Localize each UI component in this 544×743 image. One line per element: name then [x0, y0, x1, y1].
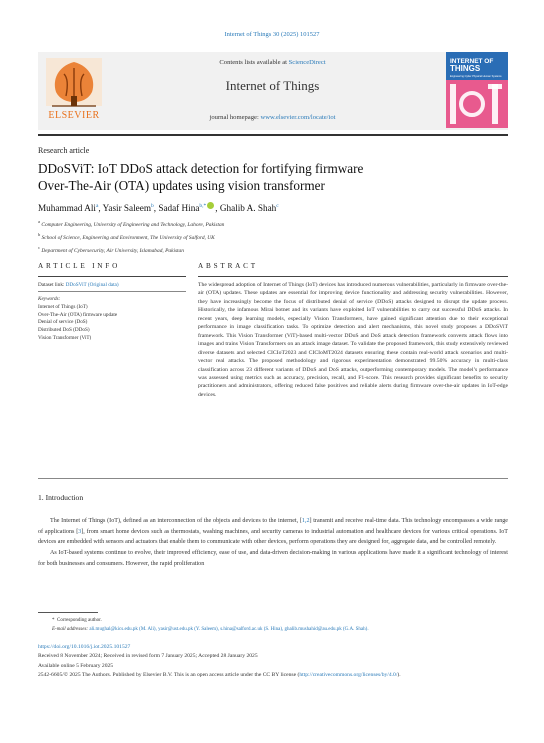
corresponding-author-note: * Corresponding author.: [52, 618, 102, 623]
affiliation-item: $^a$ Computer Engineering, University of Engineering and Technology, Lahore, Pakistan: [38, 219, 225, 228]
author-sup[interactable]: a: [95, 202, 99, 209]
journal-name: Internet of Things: [225, 78, 320, 93]
cover-subtitle: Engineering Cyber Physical Human Systems: [450, 75, 502, 78]
title-line-2: Over-The-Air (OTA) updates using vision transformer: [38, 178, 325, 193]
author-name[interactable]: Muhammad Ali: [38, 203, 96, 213]
received-dates: Received 8 November 2024; Received in revised form 7 January 2025; Accepted 28 January 2025: [38, 653, 258, 660]
cover-title-2: THINGS: [450, 64, 481, 73]
journal-homepage: [110, 114, 435, 121]
cover-graphic-icon: [446, 80, 508, 128]
email-addresses: E-mail addresses: ali.mughal@kics.edu.pk (M. Ali), yasir@ust.edu.pk (Y. Saleem), s.hina@salford.ac.uk (S. Hina), ghalib.mushahid@au.edu.pk (G.A. Shah).: [52, 627, 369, 632]
author-name[interactable]: Sadaf Hina: [158, 203, 200, 213]
article-info-divider: [38, 291, 186, 292]
elsevier-logo[interactable]: [38, 52, 110, 128]
title-line-1: DDoSViT: IoT DDoS attack detection for fortifying firmware: [38, 161, 364, 176]
affiliations: [38, 217, 508, 255]
journal-cover[interactable]: [446, 52, 508, 128]
elsevier-wordmark: ELSEVIER: [48, 110, 100, 121]
introduction-text: [38, 516, 508, 570]
dataset-line: [38, 282, 119, 288]
section-heading-introduction: 1. Introduction: [38, 493, 84, 502]
journal-citation[interactable]: Internet of Things 30 (2025) 101527: [224, 31, 320, 38]
homepage-prefix: journal homepage:: [209, 114, 259, 121]
keyword-item: Over-The-Air (OTA) firmware update: [38, 311, 118, 318]
available-online: Available online 5 February 2025: [38, 662, 114, 669]
abstract-heading: ABSTRACT: [198, 262, 258, 270]
doi-link[interactable]: https://doi.org/10.1016/j.iot.2025.101527: [38, 644, 131, 650]
publication-info: [38, 643, 508, 681]
abstract-end-rule: [38, 478, 508, 479]
author-sup[interactable]: b: [150, 202, 154, 209]
affiliation-item: $^b$ School of Science, Engineering and Environment, The University of Salford, UK: [38, 231, 215, 241]
intro-paragraph-1: The Internet of Things (IoT), defined as an interconnection of the objects and devices to the internet, [1,2] transmit and receive real-time data. This technology encompasses a wide range of applications [3], from smart home devices such as thermostats, washing machines, and security cameras to industrial automation and healthcare devices for various critical operations. IoT devices are embedded with sensors and actuators that enable them to communicate with other devices, perform operations they are designed for, aggregate data, and be controlled remotely.: [38, 518, 508, 546]
article-type: Research article: [38, 146, 90, 155]
author-sup[interactable]: b,*: [199, 202, 207, 209]
orcid-icon[interactable]: [207, 202, 214, 209]
cover-title-1: INTERNET OF: [450, 58, 494, 65]
author-list: Muhammad Ali$^a$, Yasir Saleem$^b$, Sadaf Hina$^{b,*}$ , Ghalib A. Shah$^c$: [38, 202, 279, 213]
email-links[interactable]: ali.mughal@kics.edu.pk (M. Ali), yasir@ust.edu.pk (Y. Saleem), s.hina@salford.ac.uk (S. Hina), ghalib.mushahid@au.edu.pk (G.A. Shah).: [89, 627, 369, 632]
homepage-link[interactable]: www.elsevier.com/locate/iot: [260, 114, 336, 121]
contents-line: [110, 59, 435, 66]
keyword-item: Distributed DoS (DDoS): [38, 327, 90, 334]
keyword-item: Internet of Things (IoT): [38, 303, 88, 310]
license-text: 2542-6605/© 2025 The Authors. Published by Elsevier B.V. This is an open access article under the CC BY license (http://creativecommons.org/licenses/by/4.0/).: [38, 672, 401, 679]
sciencedirect-link[interactable]: ScienceDirect: [288, 59, 326, 66]
author-name[interactable]: Yasir Saleem: [102, 203, 151, 213]
dataset-label: Dataset link:: [38, 282, 65, 288]
intro-paragraph-2: As IoT-based systems continue to evolve, their improved efficiency, ease of use, and data-driven decision-making in various applications have made it a significant technology of interest for both businesses and consumers. However, the rapid proliferation: [38, 550, 508, 567]
citation-link[interactable]: 1,2: [301, 518, 310, 524]
abstract-text: The widespread adoption of Internet of Things (IoT) devices has introduced numerous vulnerabilities, particularly in firmware over-the-air (OTA) updates. These updates are essential for improving device functionality and addressing security vulnerabilities. However, they have increasingly become the focus of distributed denial of service (DDoS) attacks designed to disrupt the update process. Historically, the infamous Mirai botnet and its variants have exploited IoT vulnerabilities to carry out successful DDoS attacks. In recent years, deep learning models, especially Vision Transformers, have gained significant attention due to their exceptional performance in image classification tasks. To optimize detection and alert mechanisms, this novel study proposes a DDoSViT framework. This Vision Transformer (ViT)-based multi-vector DDoS and DoS attack detection framework converts attack flows into images and trains Vision Transformers on an attack image dataset. To validate the proposed framework, this study extensively reviewed diverse datasets and selected CICIoT2023 and CICIoMT2024 datasets ensuring these contain real-world attack scenarios and multi-vector real attacks. The proposed methodology and rigorous experimentation demonstrated 99.50% accuracy in multi-class classification across 23 different variants of DDoS and DoS attacks, outperforming contemporary models. The model’s performance was assessed using metrics such as accuracy, precision, recall, and F1-score. This research provides significant benefits to security practitioners and administrators, offering reduced false positives and reliable alerts during firmware over-the-air updates in IoT-edge devices.: [198, 282, 508, 398]
abstract-rule: [198, 276, 508, 277]
citation-link[interactable]: 3: [78, 528, 82, 535]
keywords-label: Keywords:: [38, 296, 61, 302]
keywords-block: [38, 296, 186, 343]
footnotes: [38, 616, 508, 634]
article-info-rule: [38, 276, 186, 277]
dataset-link[interactable]: DDoSViT (Original data): [65, 282, 119, 288]
author-name[interactable]: Ghalib A. Shah: [219, 203, 277, 213]
license-link[interactable]: http://creativecommons.org/licenses/by/4.0/: [299, 672, 398, 679]
article-info-heading: ARTICLE INFO: [38, 262, 121, 270]
keyword-item: Denial of service (DoS): [38, 319, 88, 326]
asterisk-icon: *: [52, 618, 55, 623]
author-sup[interactable]: c: [276, 202, 279, 209]
affiliation-item: $^c$ Department of Cybersecurity, Air University, Islamabad, Pakistan: [38, 244, 184, 254]
contents-prefix: Contents lists available at: [219, 59, 287, 66]
header-rule: [38, 134, 508, 136]
article-title: [38, 160, 508, 194]
keyword-item: Vision Transformer (ViT): [38, 334, 92, 341]
footnote-rule: [38, 612, 98, 613]
